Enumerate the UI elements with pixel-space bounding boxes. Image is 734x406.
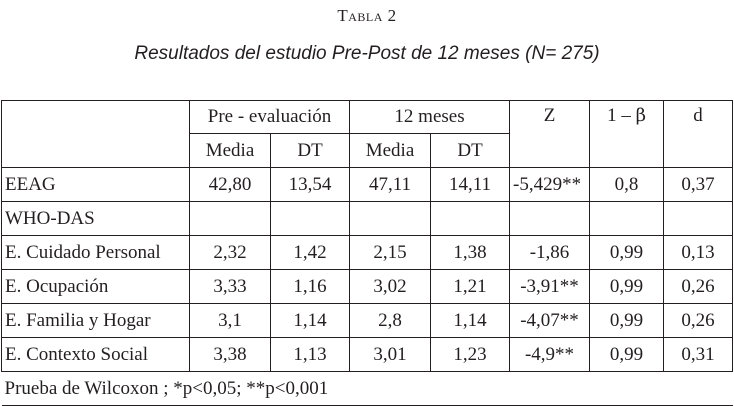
cell-power: 0,99 <box>590 338 664 372</box>
cell-post-mean: 3,02 <box>350 270 431 304</box>
cell-post-sd: 1,14 <box>431 304 510 338</box>
cell-d: 0,26 <box>664 270 733 304</box>
header-12-months: 12 meses <box>350 101 510 134</box>
cell-pre-sd: 1,14 <box>271 304 350 338</box>
cell-pre-sd: 1,16 <box>271 270 350 304</box>
row-label: WHO-DAS <box>2 202 190 236</box>
cell-pre-mean: 3,1 <box>190 304 271 338</box>
row-label: E. Ocupación <box>2 270 190 304</box>
cell-power <box>590 202 664 236</box>
table-footnote: Prueba de Wilcoxon ; *p<0,05; **p<0,001 <box>2 372 733 406</box>
cell-z: -4,07** <box>510 304 590 338</box>
cell-d <box>664 202 733 236</box>
table-title: Resultados del estudio Pre-Post de 12 meses (N= 275) <box>134 43 600 64</box>
cell-post-sd <box>431 202 510 236</box>
cell-pre-sd <box>271 202 350 236</box>
row-label: E. Familia y Hogar <box>2 304 190 338</box>
cell-power: 0,99 <box>590 236 664 270</box>
cell-pre-mean: 42,80 <box>190 168 271 202</box>
cell-power: 0,8 <box>590 168 664 202</box>
header-power-prefix: 1 – <box>607 105 636 126</box>
cell-power: 0,99 <box>590 304 664 338</box>
table-caption-label: Tabla 2 <box>337 6 397 25</box>
header-pre-evaluation: Pre - evaluación <box>190 101 350 134</box>
cell-power: 0,99 <box>590 270 664 304</box>
cell-post-mean: 2,8 <box>350 304 431 338</box>
table-footnote-row <box>2 372 733 406</box>
cell-post-sd: 1,21 <box>431 270 510 304</box>
table-row <box>2 338 733 372</box>
cell-d: 0,31 <box>664 338 733 372</box>
header-power-beta: β <box>635 105 646 126</box>
cell-post-mean: 47,11 <box>350 168 431 202</box>
cell-post-mean: 3,01 <box>350 338 431 372</box>
subheader-post-sd: DT <box>431 134 510 168</box>
cell-post-sd: 1,23 <box>431 338 510 372</box>
cell-post-sd: 14,11 <box>431 168 510 202</box>
cell-post-mean: 2,15 <box>350 236 431 270</box>
cell-pre-sd: 13,54 <box>271 168 350 202</box>
cell-pre-mean <box>190 202 271 236</box>
cell-d: 0,13 <box>664 236 733 270</box>
row-label: E. Contexto Social <box>2 338 190 372</box>
cell-d: 0,37 <box>664 168 733 202</box>
table-header-row <box>2 101 733 134</box>
cell-pre-mean: 3,33 <box>190 270 271 304</box>
cell-z: -3,91** <box>510 270 590 304</box>
cell-z <box>510 202 590 236</box>
header-z: Z <box>510 101 590 168</box>
cell-pre-sd: 1,42 <box>271 236 350 270</box>
table-row <box>2 270 733 304</box>
header-power <box>590 101 664 168</box>
results-table <box>1 100 733 406</box>
cell-post-mean <box>350 202 431 236</box>
table-row <box>2 202 733 236</box>
cell-z: -1,86 <box>510 236 590 270</box>
cell-post-sd: 1,38 <box>431 236 510 270</box>
cell-z: -4,9** <box>510 338 590 372</box>
row-label: E. Cuidado Personal <box>2 236 190 270</box>
table-row <box>2 168 733 202</box>
cell-pre-mean: 3,38 <box>190 338 271 372</box>
cell-z: -5,429** <box>510 168 590 202</box>
cell-pre-sd: 1,13 <box>271 338 350 372</box>
subheader-post-mean: Media <box>350 134 431 168</box>
table-row <box>2 236 733 270</box>
header-blank-cell <box>2 101 190 168</box>
subheader-pre-sd: DT <box>271 134 350 168</box>
row-label: EEAG <box>2 168 190 202</box>
subheader-pre-mean: Media <box>190 134 271 168</box>
table-row <box>2 304 733 338</box>
header-d: d <box>664 101 733 168</box>
cell-pre-mean: 2,32 <box>190 236 271 270</box>
cell-d: 0,26 <box>664 304 733 338</box>
